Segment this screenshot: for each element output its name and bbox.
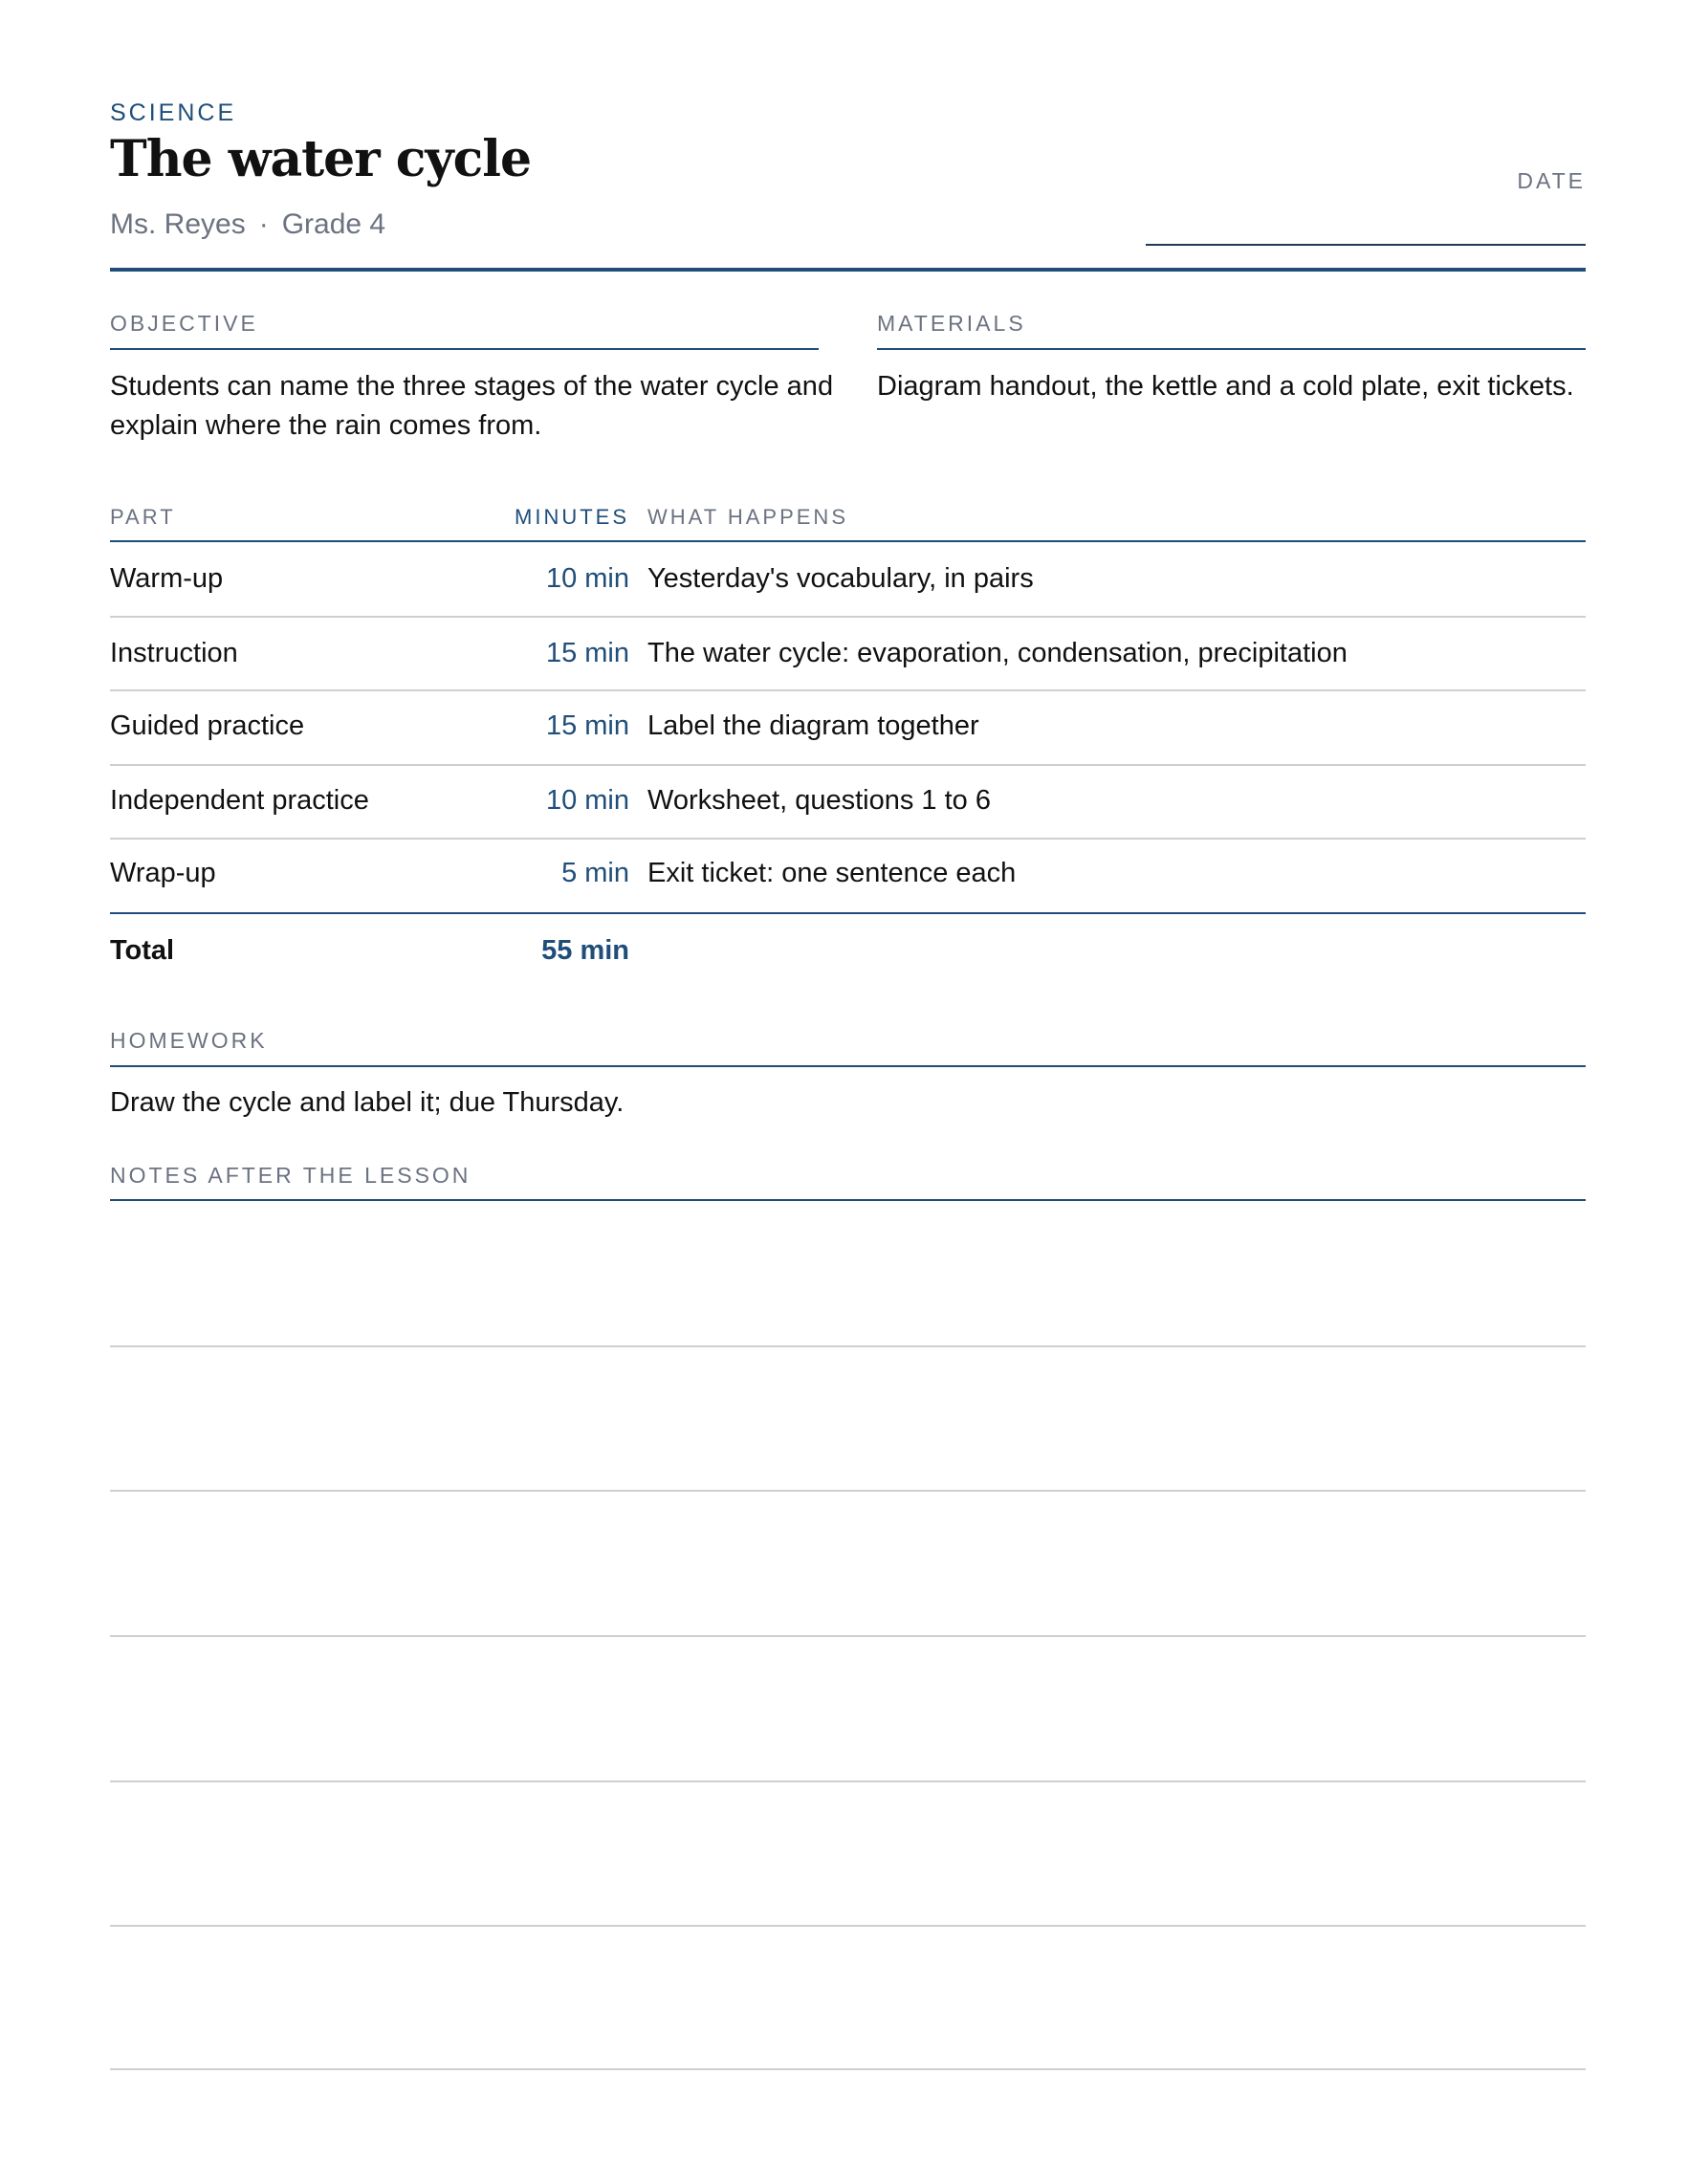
- materials-heading: MATERIALS: [877, 311, 1026, 336]
- date-field[interactable]: [1146, 244, 1586, 246]
- date-label: DATE: [1517, 168, 1586, 193]
- homework-rule: [110, 1065, 1586, 1067]
- homework-heading: HOMEWORK: [110, 1028, 268, 1053]
- header-divider: [110, 268, 1586, 272]
- table-row: [110, 617, 1586, 690]
- row-activity: Label the diagram together: [647, 710, 979, 741]
- row-minutes: 10 min: [545, 785, 629, 816]
- row-part: Wrap-up: [110, 858, 216, 888]
- grade-label: Grade 4: [281, 208, 386, 240]
- row-minutes: 15 min: [545, 638, 629, 668]
- notes-writing-line[interactable]: [110, 1780, 1586, 1782]
- materials-text: Diagram handout, the kettle and a cold plate, exit tickets.: [877, 371, 1574, 402]
- column-header-minutes: MINUTES: [515, 505, 629, 529]
- row-activity: Yesterday's vocabulary, in pairs: [647, 563, 1034, 594]
- table-row: [110, 837, 1586, 910]
- notes-writing-line[interactable]: [110, 1925, 1586, 1927]
- row-part: Guided practice: [110, 710, 305, 741]
- table-row: [110, 764, 1586, 838]
- notes-rule: [110, 1199, 1586, 1201]
- row-minutes: 10 min: [545, 563, 629, 594]
- row-activity: Exit ticket: one sentence each: [647, 858, 1017, 888]
- row-minutes: 5 min: [561, 858, 629, 888]
- notes-writing-line[interactable]: [110, 1345, 1586, 1347]
- row-activity: The water cycle: evaporation, condensation, precipitation: [647, 638, 1348, 668]
- notes-writing-line[interactable]: [110, 2068, 1586, 2070]
- byline: [110, 208, 385, 241]
- subject-label: SCIENCE: [110, 99, 237, 126]
- homework-text: Draw the cycle and label it; due Thursday.: [110, 1087, 625, 1118]
- total-minutes: 55 min: [541, 935, 629, 966]
- notes-writing-line[interactable]: [110, 1490, 1586, 1492]
- row-part: Independent practice: [110, 785, 369, 816]
- row-part: Warm-up: [110, 563, 224, 594]
- total-row: [110, 914, 1586, 988]
- objective-text: Students can name the three stages of the water cycle and explain where the rain comes from.: [110, 371, 834, 441]
- teacher-name: Ms. Reyes: [110, 208, 246, 240]
- page-title: The water cycle: [110, 130, 532, 188]
- table-row: [110, 542, 1586, 616]
- column-header-what: WHAT HAPPENS: [647, 505, 848, 529]
- column-header-part: PART: [110, 505, 176, 529]
- row-activity: Worksheet, questions 1 to 6: [647, 785, 991, 816]
- row-minutes: 15 min: [545, 710, 629, 741]
- notes-writing-line[interactable]: [110, 1635, 1586, 1637]
- notes-heading: NOTES AFTER THE LESSON: [110, 1163, 471, 1188]
- table-row: [110, 689, 1586, 763]
- materials-rule: [877, 348, 1586, 350]
- objective-rule: [110, 348, 819, 350]
- total-label: Total: [110, 935, 175, 966]
- objective-heading: OBJECTIVE: [110, 311, 258, 336]
- byline-separator: ·: [258, 208, 269, 240]
- row-part: Instruction: [110, 638, 238, 668]
